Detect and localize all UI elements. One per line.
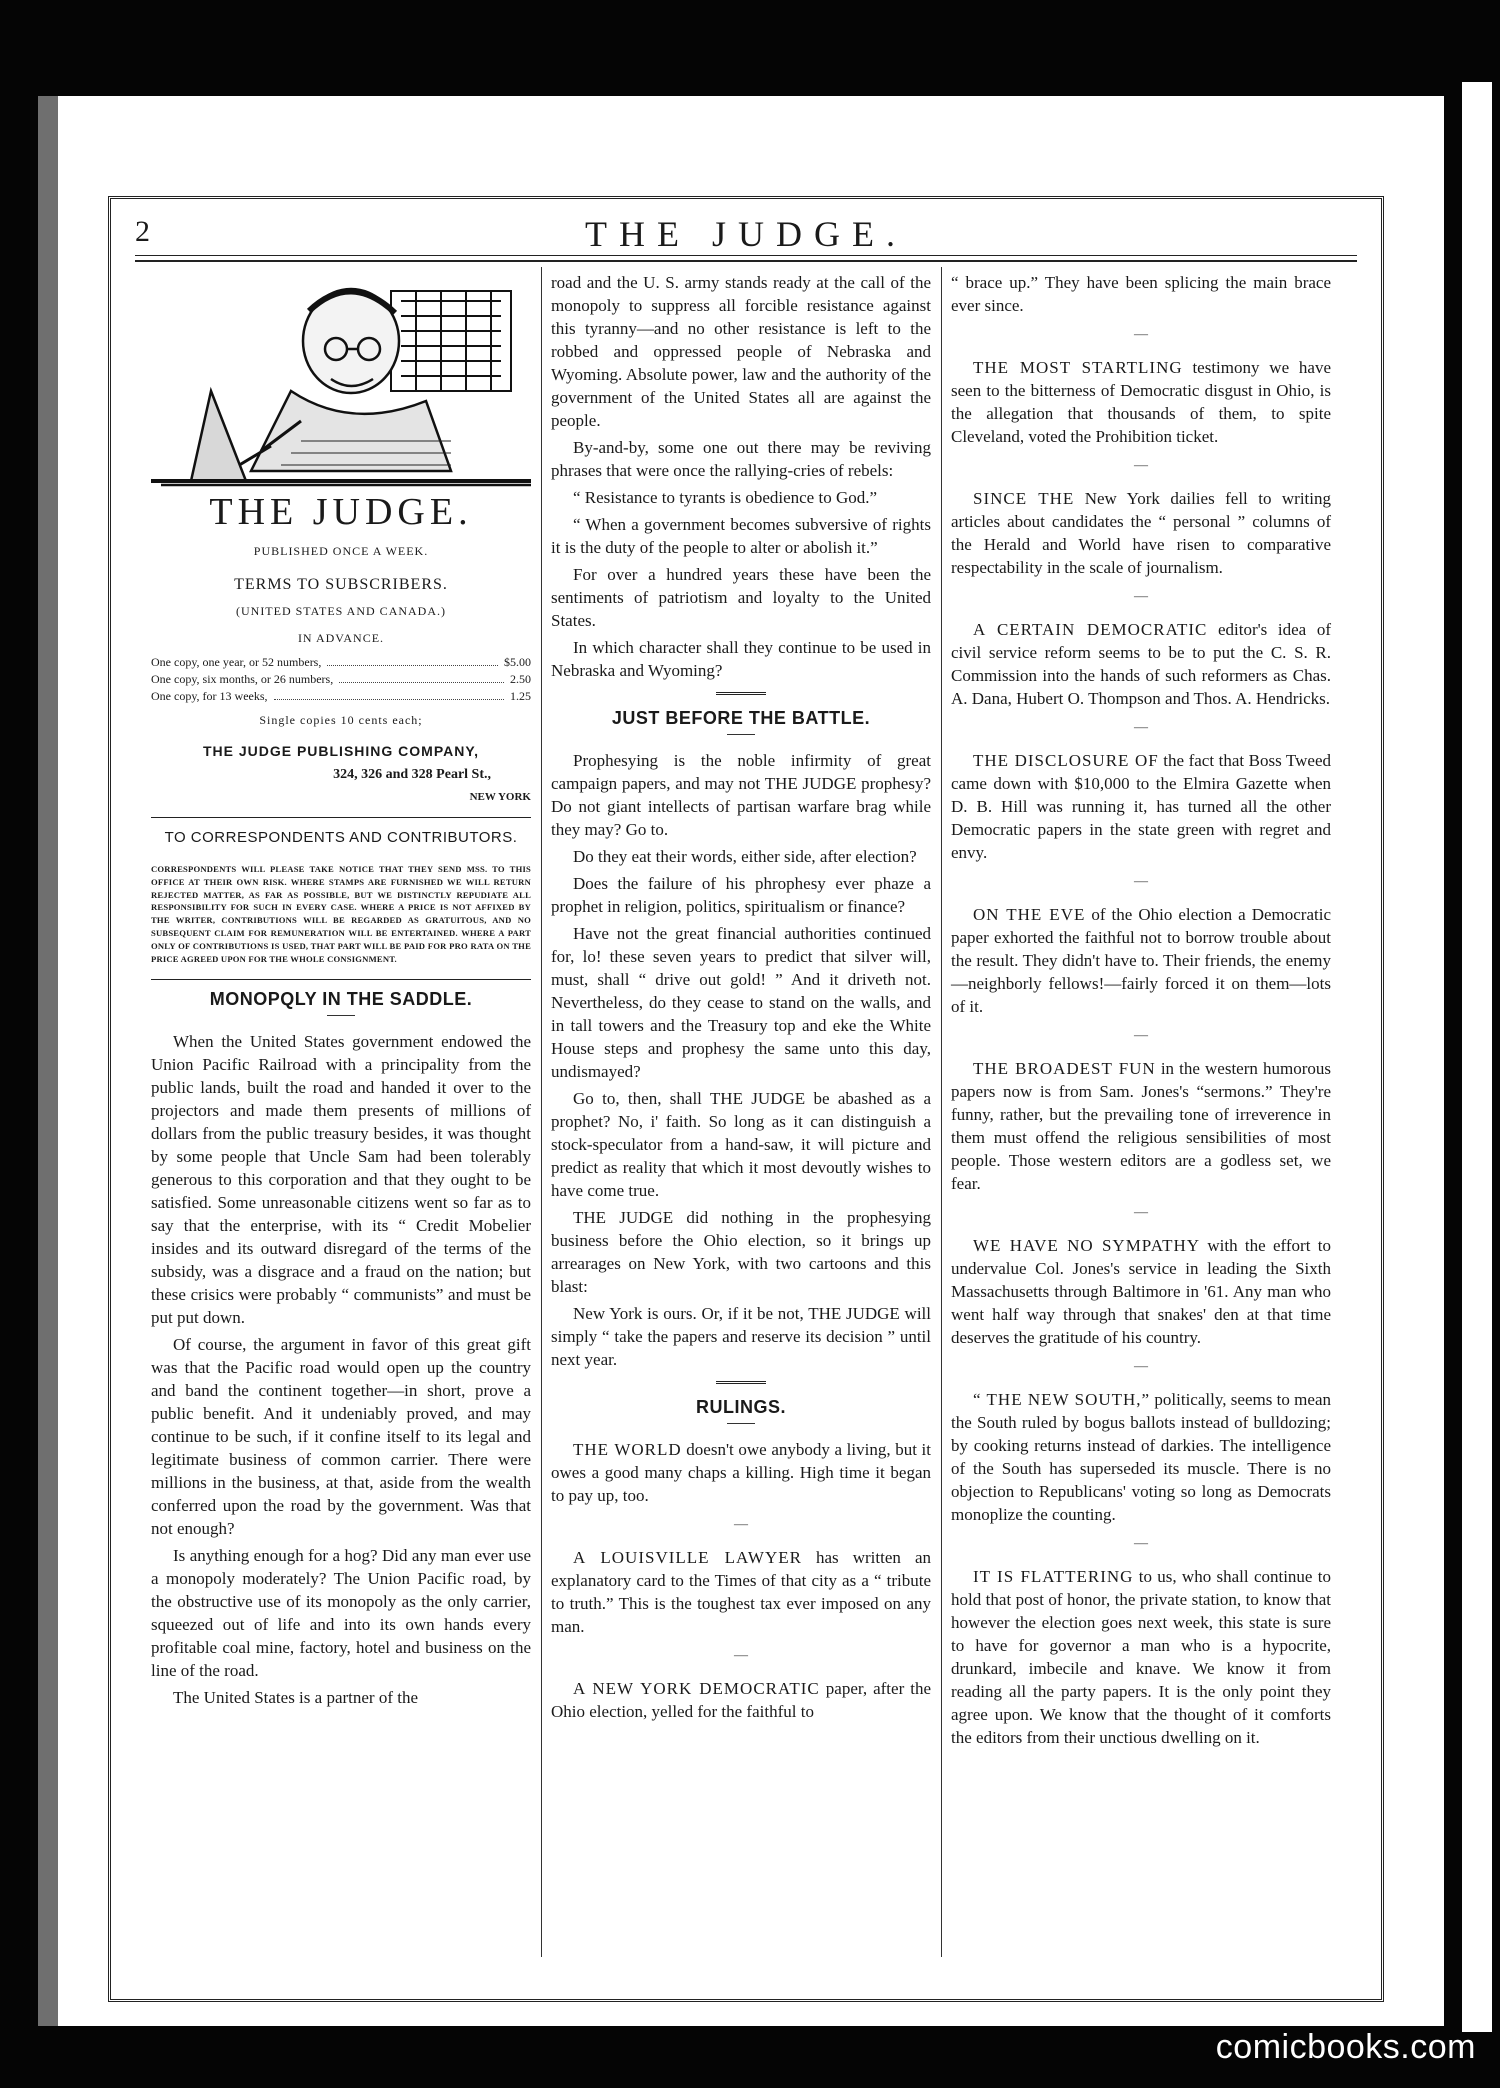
leader-dots (327, 654, 498, 666)
ruling-item (951, 749, 1331, 864)
item-separator: — (1134, 720, 1148, 735)
ruling-text: editor's idea of civil service reform seems to be to put the C. S. R. Commission into the hands of such reformers as Chas. A. Dana, Hubert O. Thompson and Thos. A. Hendricks. (951, 620, 1331, 708)
ruling-lead: THE MOST STARTLING (973, 358, 1183, 377)
rate-row (151, 654, 531, 671)
section-divider (716, 692, 766, 697)
rate-row (151, 671, 531, 688)
item-separator: — (1134, 1536, 1148, 1551)
watermark-text: comicbooks.com (1215, 2028, 1476, 2066)
rate-row (151, 688, 531, 705)
article-paragraph: Of course, the argument in favor of this great gift was that the Pacific road would open up the country and band the continent together—in short, prove a public benefit. And it undeniably proved, and may continue to be such, if it confine itself to its legal and legitimate business of common carrier. There were millions in the business, at that, aside from the wealth conferred upon the road by the government. Was that not enough? (151, 1335, 531, 1539)
single-copies-price: Single copies 10 cents each; (259, 713, 423, 727)
article-paragraph: Prophesying is the noble infirmity of great campaign papers, and may not THE JUDGE prophesy? Do not giant intellects of partisan warfare brag while they may? Go to. (551, 751, 931, 839)
section-rule (151, 979, 531, 980)
rate-label: One copy, one year, or 52 numbers, (151, 655, 322, 669)
ruling-item (551, 1677, 931, 1723)
ruling-text: in the western humorous papers now is from Sam. Jones's “sermons.” They're funny, rather, but the prevailing tone of irreverence in them must offend the religious sensibilities of most people. Those western editors are a godless set, we fear. (951, 1059, 1331, 1193)
ruling-text: doesn't owe anybody a living, but it owes a good many chaps a killing. High time it began to pay up, too. (551, 1440, 931, 1505)
rate-label: One copy, six months, or 26 numbers, (151, 672, 334, 686)
item-separator: — (1134, 874, 1148, 889)
item-separator: — (734, 1517, 748, 1532)
ruling-text: the fact that Boss Tweed came down with $10,000 to the Elmira Gazette when D. B. Hill was running it, has turned all the other Democratic papers in the state green with regret and envy. (951, 751, 1331, 862)
article-heading-battle: JUST BEFORE THE BATTLE. (611, 708, 871, 728)
ruling-lead: SINCE THE (973, 489, 1075, 508)
article-paragraph: In which character shall they continue to be used in Nebraska and Wyoming? (551, 638, 931, 680)
heading-dash (727, 734, 755, 735)
terms-region: (UNITED STATES AND CANADA.) (235, 604, 447, 618)
column-rule (541, 267, 542, 1957)
page-number: 2 (135, 215, 150, 248)
ruling-item (951, 271, 1331, 317)
ruling-text: has written an explanatory card to the Times of that city as a “ tribute to truth.” This is the toughest tax ever imposed on any man. (551, 1548, 931, 1636)
brand-title: THE JUDGE. (209, 491, 473, 533)
item-separator: — (734, 1648, 748, 1663)
ruling-text: testimony we have seen to the bitterness of Democratic disgust in Ohio, is the allegation that thousands of them, to spite Cleveland, voted the Prohibition ticket. (951, 358, 1332, 446)
ruling-lead: A CERTAIN DEMOCRATIC (973, 620, 1208, 639)
ruling-lead: IT IS FLATTERING (973, 1567, 1134, 1586)
header-rule (135, 255, 1357, 262)
column-right (951, 271, 1331, 1753)
rate-price: 2.50 (510, 672, 531, 686)
page-header (135, 207, 1357, 254)
masthead: THE JUDGE. (585, 214, 907, 254)
item-separator: — (1134, 327, 1148, 342)
article-paragraph: road and the U. S. army stands ready at the call of the monopoly to suppress all forcible resistance against this tyranny—and no other resistance is left to the robbed and oppressed people of Nebraska and Wyoming. Absolute power, law and the authority of the government of the United States all are against the people. (551, 273, 931, 430)
rate-label: One copy, for 13 weeks, (151, 689, 268, 703)
publication-frequency: PUBLISHED ONCE A WEEK. (253, 544, 429, 558)
correspondents-heading: TO CORRESPONDENTS AND CONTRIBUTORS. (164, 829, 518, 846)
article-paragraph: Does the failure of his phrophesy ever phaze a prophet in religion, politics, spiritualism or finance? (551, 874, 931, 916)
ruling-item (951, 1057, 1331, 1195)
judge-illustration (151, 271, 531, 491)
scan-left-edge (38, 96, 58, 2026)
item-separator: — (1134, 458, 1148, 473)
ruling-item (951, 618, 1331, 710)
article-heading-monopoly: MONOPQLY IN THE SADDLE. (209, 989, 473, 1010)
rate-price: $5.00 (504, 655, 531, 669)
column-middle (551, 271, 931, 1727)
ruling-text: of the Ohio election a Democratic paper exhorted the faithful not to borrow trouble about the result. They didn't have to. Their friends, the enemy—neighborly fellows!—fairly forced it on them—lots of it. (951, 905, 1331, 1016)
article-paragraph: Go to, then, shall THE JUDGE be abashed as a prophet? No, i' faith. So long as it can distinguish a stock-speculator from a hand-saw, it will picture and predict as reality that which it most devoutly wishes to have come true. (551, 1089, 931, 1200)
article-paragraph: New York is ours. Or, if it be not, THE JUDGE will simply “ take the papers and reserve its decision ” until next year. (551, 1304, 931, 1369)
terms-advance: IN ADVANCE. (297, 631, 385, 645)
leader-dots (339, 671, 504, 683)
ruling-item (951, 1565, 1331, 1749)
article-paragraph: By-and-by, some one out there may be reviving phrases that were once the rallying-cries of rebels: (551, 438, 931, 480)
heading-dash (727, 1423, 755, 1424)
publisher-address: 324, 326 and 328 Pearl St., (333, 767, 491, 782)
item-separator: — (1134, 1028, 1148, 1043)
correspondents-notice: CORRESPONDENTS WILL PLEASE TAKE NOTICE THAT THEY SEND MSS. TO THIS OFFICE AT THEIR OWN RISK. WHERE STAMPS ARE FURNISHED WE WILL RETURN REJECTED MATTER, AS FAR AS POSSIBLE, BUT WE DISTINCTLY REPUDIATE ALL RESPONSIBILITY FOR SUCH IN EVERY CASE. WHERE A PRICE IS NOT AFFIXED BY THE WRITER, CONTRIBUTIONS WILL BE REGARDED AS GRATUITOUS, AND NO SUBSEQUENT CLAIM FOR REMUNERATION WILL BE ENTERTAINED. WHERE A PART ONLY OF CONTRIBUTIONS IS USED, THAT PART WILL BE PAID FOR PRO RATA ON THE PRICE AGREED UPON FOR THE WHOLE CONSIGNMENT. (151, 864, 531, 964)
ruling-item (551, 1546, 931, 1638)
heading-dash (327, 1015, 355, 1016)
item-separator: — (1134, 1205, 1148, 1220)
column-left (151, 271, 531, 1713)
ruling-text: New York dailies fell to writing articles about candidates the “ personal ” columns of the Herald and World have risen to comparative respectability in the scale of journalism. (951, 489, 1331, 577)
ruling-lead: ON THE EVE (973, 905, 1086, 924)
next-page-edge (1462, 82, 1492, 2032)
article-paragraph: For over a hundred years these have been the sentiments of patriotism and loyalty to the United States. (551, 565, 931, 630)
publisher-name: THE JUDGE PUBLISHING COMPANY, (202, 743, 480, 759)
ruling-lead: THE DISCLOSURE OF (973, 751, 1159, 770)
ruling-lead: WE HAVE NO SYMPATHY (973, 1236, 1201, 1255)
ruling-text: paper, after the Ohio election, yelled for the faithful to (551, 1679, 931, 1721)
ruling-lead: A NEW YORK DEMOCRATIC (573, 1679, 820, 1698)
rate-price: 1.25 (510, 689, 531, 703)
article-paragraph: “ When a government becomes subversive of rights it is the duty of the people to alter or abolish it.” (551, 515, 931, 557)
ruling-text: “ brace up.” They have been splicing the main brace ever since. (951, 273, 1331, 315)
publisher-city: NEW YORK (469, 791, 531, 803)
article-paragraph: Have not the great financial authorities continued for, lo! these seven years to predict that silver will, must, shall “ drive out gold! ” And it driveth not. Nevertheless, do they cease to stand on the walls, and in tall towers and the Treasury top and eke the White House steps and prophesy the same unto this day, undismayed? (551, 924, 931, 1081)
article-paragraph: Do they eat their words, either side, after election? (573, 847, 917, 866)
article-paragraph: When the United States government endowed the Union Pacific Railroad with a principality from the public lands, built the road and handed it over to the projectors and made them presents of millions of dollars from the public treasury besides, it was thought by some people that Uncle Sam had been tolerably generous to this corporation and that they ought to be satisfied. Some unreasonable citizens went so far as to say that the enterprise, with its “ Credit Mobelier insides and its outward disregard of the terms of the subsidy, was a disgrace and a fraud on the nation; but these crisics were probably “ communists” and must be put put down. (151, 1032, 531, 1328)
article-paragraph: Is anything enough for a hog? Did any man ever use a monopoly moderately? The Union Pacific road, by the obstructive use of its monopoly as the only carrier, squeezed out of life and into its own hands every profitable coal mine, factory, hotel and business on the line of the road. (151, 1546, 531, 1681)
article-paragraph: “ Resistance to tyrants is obedience to God.” (573, 488, 878, 507)
section-divider (716, 1381, 766, 1386)
item-separator: — (1134, 589, 1148, 604)
ruling-text: politically, seems to mean the South ruled by bogus ballots instead of bulldozing; by cooking returns instead of darkies. The intelligence of the South has superseded its muscle. There is no objection to Republicans' voting so long as Democrats monoplize the counting. (951, 1390, 1331, 1524)
column-rule (941, 267, 942, 1957)
ruling-item (551, 1438, 931, 1507)
article-paragraph: THE JUDGE did nothing in the prophesying business before the Ohio election, so it brings up arrearages on New York, with two cartoons and this blast: (551, 1208, 931, 1296)
ruling-text: with the effort to undervalue Col. Jones's service in leading the Sixth Massachusetts through Baltimore in '61. Any man who went half way through that snakes' den at that time deserves the gratitude of his country. (951, 1236, 1331, 1347)
newspaper-page (58, 96, 1444, 2026)
ruling-lead: THE BROADEST FUN (973, 1059, 1156, 1078)
ruling-lead: A LOUISVILLE LAWYER (573, 1548, 802, 1567)
ruling-item (951, 1234, 1331, 1349)
leader-dots (274, 688, 504, 700)
ruling-item (951, 487, 1331, 579)
ruling-item (951, 1388, 1331, 1526)
ruling-text: to us, who shall continue to hold that post of honor, the private station, to know that however the election goes next week, this state is sure to have for governor a man who is a hypocrite, drunkard, imbecile and knave. We know it from reading all the party papers. It is the only point they agree upon. We know that the thought of it comforts the editors from their unctious dwelling on it. (951, 1567, 1332, 1747)
ruling-item (951, 903, 1331, 1018)
ruling-lead: “ THE NEW SOUTH,” (973, 1390, 1151, 1409)
terms-heading: TERMS TO SUBSCRIBERS. (234, 576, 448, 593)
article-paragraph: The United States is a partner of the (173, 1688, 419, 1708)
item-separator: — (1134, 1359, 1148, 1374)
ruling-lead: THE WORLD (573, 1440, 682, 1459)
ruling-item (951, 356, 1331, 448)
article-heading-rulings: RULINGS. (695, 1397, 786, 1417)
page-frame (108, 196, 1384, 2002)
section-rule (151, 817, 531, 818)
